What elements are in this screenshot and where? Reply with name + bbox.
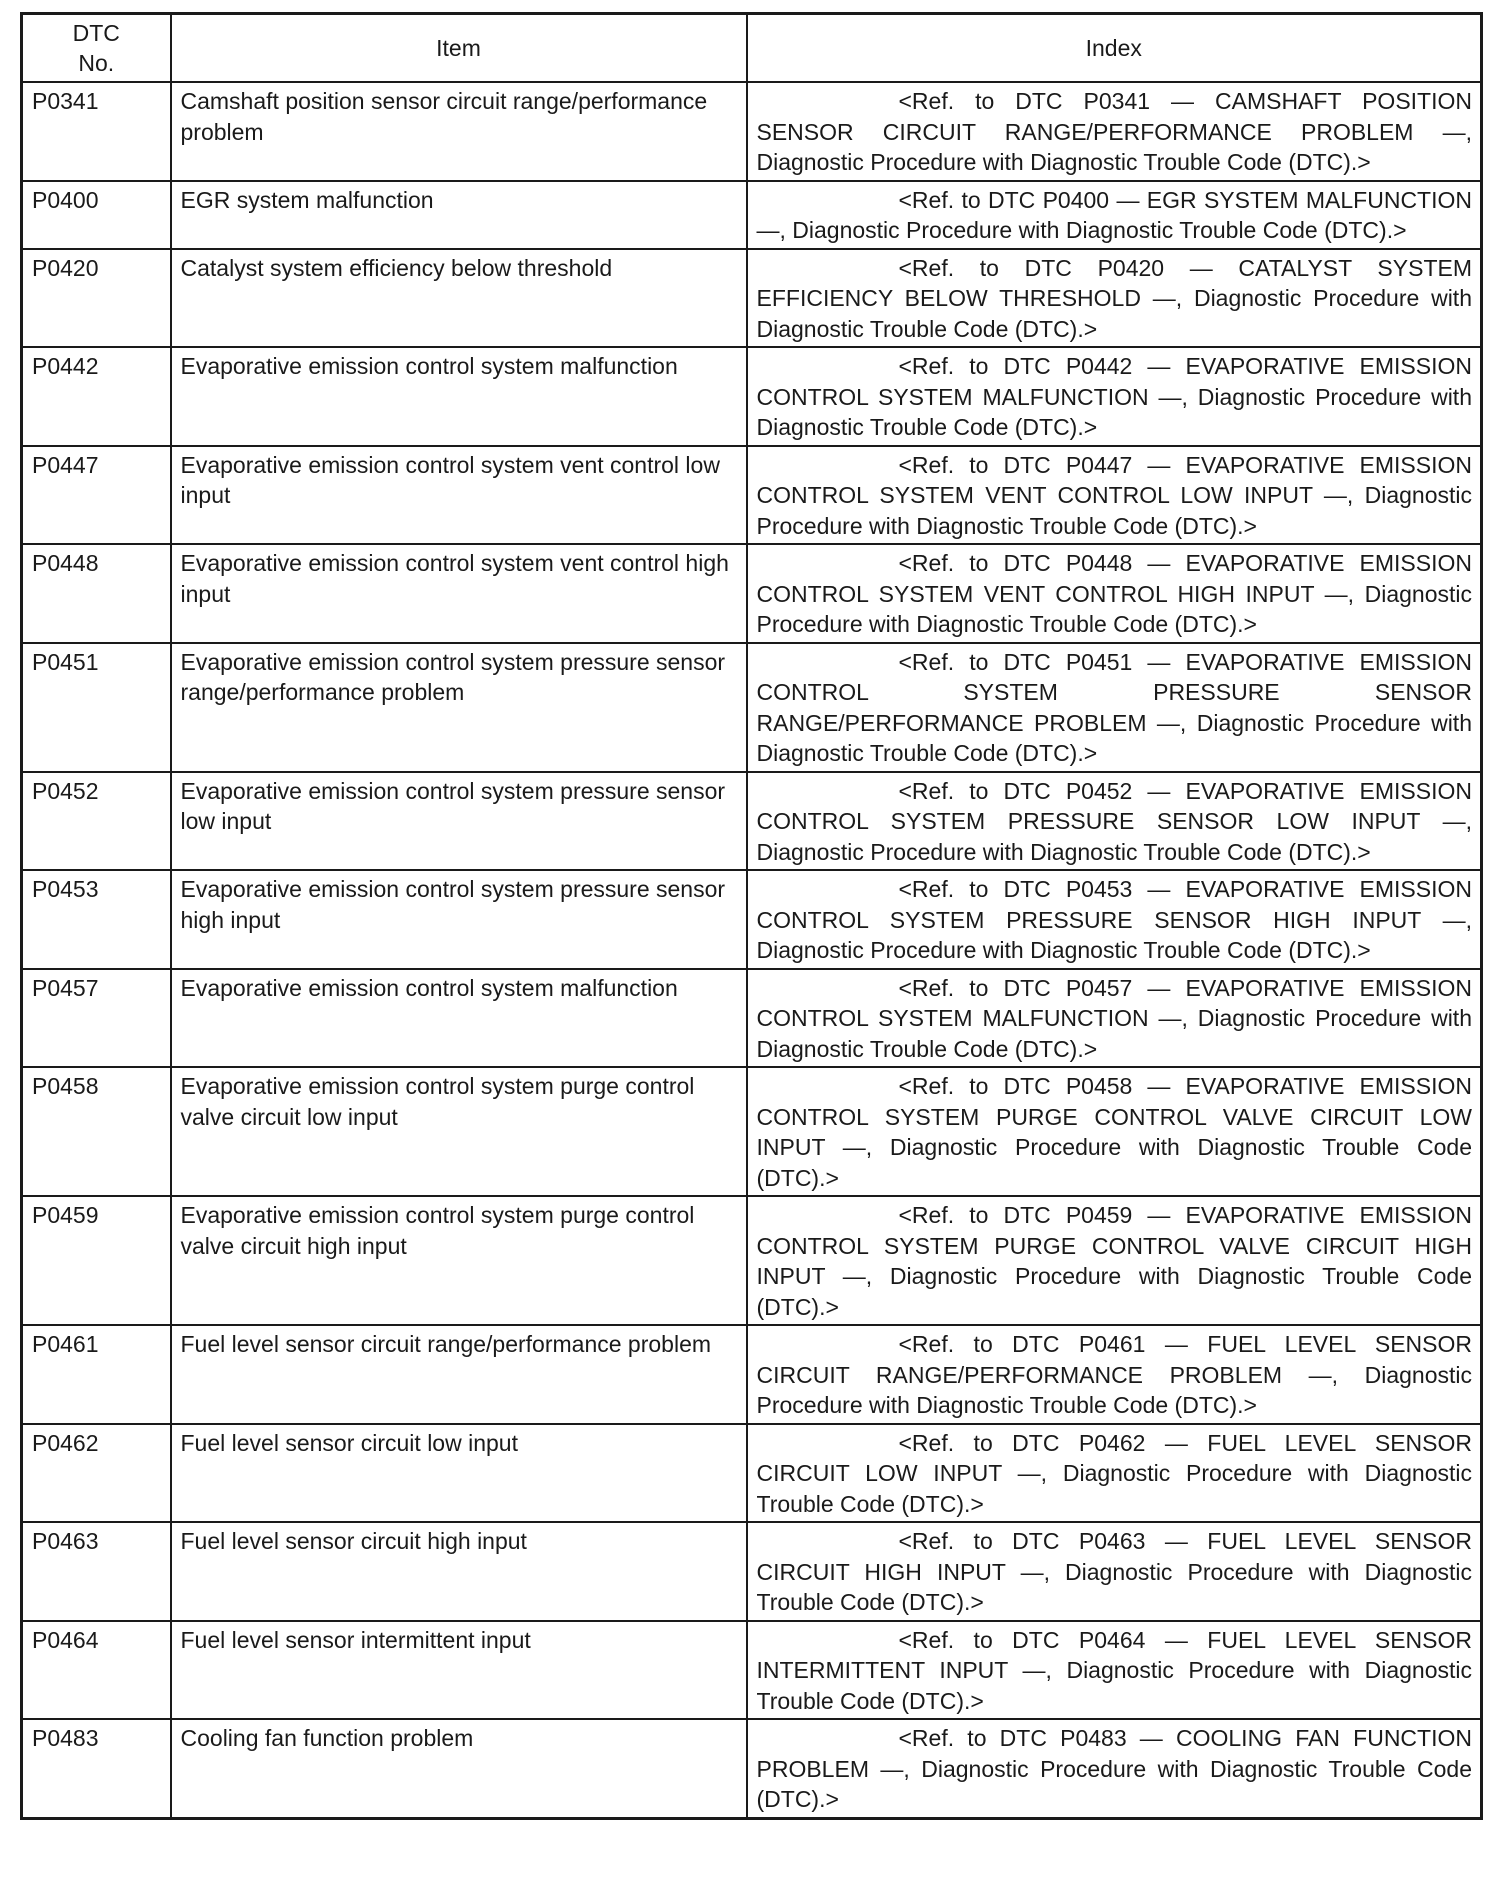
item-cell: Evaporative emission control system vent control low input (171, 446, 747, 545)
table-row (22, 969, 1482, 1068)
table-row (22, 1424, 1482, 1523)
index-cell (747, 1522, 1482, 1621)
dtc-code-cell: P0400 (22, 181, 171, 249)
index-reference: <Ref. to DTC P0400 — EGR SYSTEM MALFUNCTION —, Diagnostic Procedure with Diagnostic Trouble Code (DTC).> (756, 186, 1472, 243)
table-row (22, 82, 1482, 181)
table-row (22, 1621, 1482, 1720)
index-reference: <Ref. to DTC P0463 — FUEL LEVEL SENSOR CIRCUIT HIGH INPUT —, Diagnostic Procedure with Diagnostic Trouble Code (DTC).> (756, 1528, 1472, 1615)
item-cell: Evaporative emission control system malfunction (171, 969, 747, 1068)
index-reference: <Ref. to DTC P0483 — COOLING FAN FUNCTION PROBLEM —, Diagnostic Procedure with Diagnostic Trouble Code (DTC).> (756, 1725, 1472, 1812)
table-row (22, 1719, 1482, 1818)
dtc-code-cell: P0461 (22, 1325, 171, 1424)
index-reference: <Ref. to DTC P0341 — CAMSHAFT POSITION SENSOR CIRCUIT RANGE/PERFORMANCE PROBLEM —, Diagnostic Procedure with Diagnostic Trouble Code (DTC).> (756, 88, 1472, 175)
table-row (22, 772, 1482, 871)
table-row (22, 544, 1482, 643)
item-cell: Evaporative emission control system pressure sensor high input (171, 870, 747, 969)
table-header-row (22, 14, 1482, 83)
index-cell (747, 347, 1482, 446)
dtc-code-cell: P0464 (22, 1621, 171, 1720)
item-cell: Evaporative emission control system pressure sensor low input (171, 772, 747, 871)
table-row (22, 870, 1482, 969)
item-cell: Evaporative emission control system purge control valve circuit low input (171, 1067, 747, 1196)
index-cell (747, 181, 1482, 249)
table-row (22, 446, 1482, 545)
dtc-code-cell: P0457 (22, 969, 171, 1068)
dtc-code-cell: P0452 (22, 772, 171, 871)
dtc-code-cell: P0451 (22, 643, 171, 772)
dtc-code-cell: P0341 (22, 82, 171, 181)
index-reference: <Ref. to DTC P0458 — EVAPORATIVE EMISSION CONTROL SYSTEM PURGE CONTROL VALVE CIRCUIT LOW INPUT —, Diagnostic Procedure with Diagnostic Trouble Code (DTC).> (756, 1073, 1472, 1191)
item-cell: Fuel level sensor circuit range/performance problem (171, 1325, 747, 1424)
dtc-code-cell: P0483 (22, 1719, 171, 1818)
table-row (22, 643, 1482, 772)
dtc-code-cell: P0447 (22, 446, 171, 545)
item-cell: Camshaft position sensor circuit range/performance problem (171, 82, 747, 181)
item-cell: Evaporative emission control system purge control valve circuit high input (171, 1196, 747, 1325)
index-cell (747, 544, 1482, 643)
item-cell: EGR system malfunction (171, 181, 747, 249)
item-cell: Evaporative emission control system vent control high input (171, 544, 747, 643)
dtc-code-cell: P0453 (22, 870, 171, 969)
index-cell (747, 643, 1482, 772)
dtc-code-cell: P0420 (22, 249, 171, 348)
item-cell: Fuel level sensor circuit low input (171, 1424, 747, 1523)
index-reference: <Ref. to DTC P0452 — EVAPORATIVE EMISSION CONTROL SYSTEM PRESSURE SENSOR LOW INPUT —, Diagnostic Procedure with Diagnostic Trouble Code (DTC).> (756, 777, 1472, 865)
index-reference: <Ref. to DTC P0447 — EVAPORATIVE EMISSION CONTROL SYSTEM VENT CONTROL LOW INPUT —, Diagnostic Procedure with Diagnostic Trouble Code (DTC).> (756, 451, 1472, 539)
dtc-table (20, 12, 1483, 1820)
dtc-code-cell: P0442 (22, 347, 171, 446)
header-dtc-no (22, 14, 171, 83)
index-cell (747, 1067, 1482, 1196)
table-row (22, 1522, 1482, 1621)
index-cell (747, 446, 1482, 545)
index-cell (747, 1424, 1482, 1523)
dtc-code-cell: P0448 (22, 544, 171, 643)
index-cell (747, 969, 1482, 1068)
item-cell: Evaporative emission control system pressure sensor range/performance problem (171, 643, 747, 772)
index-cell (747, 249, 1482, 348)
index-reference: <Ref. to DTC P0459 — EVAPORATIVE EMISSION CONTROL SYSTEM PURGE CONTROL VALVE CIRCUIT HIGH INPUT —, Diagnostic Procedure with Diagnostic Trouble Code (DTC).> (756, 1202, 1472, 1320)
index-reference: <Ref. to DTC P0442 — EVAPORATIVE EMISSION CONTROL SYSTEM MALFUNCTION —, Diagnostic Procedure with Diagnostic Trouble Code (DTC).> (756, 353, 1472, 440)
index-reference: <Ref. to DTC P0448 — EVAPORATIVE EMISSION CONTROL SYSTEM VENT CONTROL HIGH INPUT —, Diagnostic Procedure with Diagnostic Trouble Code (DTC).> (756, 550, 1472, 637)
header-dtc-no-line1: DTC (72, 20, 120, 46)
index-cell (747, 772, 1482, 871)
item-cell: Fuel level sensor circuit high input (171, 1522, 747, 1621)
index-cell (747, 1621, 1482, 1720)
index-cell (747, 82, 1482, 181)
index-reference: <Ref. to DTC P0451 — EVAPORATIVE EMISSION CONTROL SYSTEM PRESSURE SENSOR RANGE/PERFORMANCE PROBLEM —, Diagnostic Procedure with Diagnostic Trouble Code (DTC).> (756, 648, 1472, 766)
document-page (20, 12, 1480, 1820)
index-reference: <Ref. to DTC P0461 — FUEL LEVEL SENSOR CIRCUIT RANGE/PERFORMANCE PROBLEM —, Diagnostic Procedure with Diagnostic Trouble Code (DTC).> (756, 1331, 1472, 1418)
index-cell (747, 870, 1482, 969)
dtc-code-cell: P0458 (22, 1067, 171, 1196)
item-cell: Catalyst system efficiency below threshold (171, 249, 747, 348)
index-reference: <Ref. to DTC P0457 — EVAPORATIVE EMISSION CONTROL SYSTEM MALFUNCTION —, Diagnostic Procedure with Diagnostic Trouble Code (DTC).> (756, 974, 1472, 1062)
table-row (22, 347, 1482, 446)
table-row (22, 1067, 1482, 1196)
table-row (22, 1196, 1482, 1325)
index-cell (747, 1325, 1482, 1424)
table-row (22, 249, 1482, 348)
index-reference: <Ref. to DTC P0420 — CATALYST SYSTEM EFFICIENCY BELOW THRESHOLD —, Diagnostic Procedure with Diagnostic Trouble Code (DTC).> (756, 254, 1472, 342)
index-reference: <Ref. to DTC P0464 — FUEL LEVEL SENSOR INTERMITTENT INPUT —, Diagnostic Procedure with Diagnostic Trouble Code (DTC).> (756, 1626, 1472, 1714)
item-cell: Evaporative emission control system malfunction (171, 347, 747, 446)
index-cell (747, 1719, 1482, 1818)
item-cell: Fuel level sensor intermittent input (171, 1621, 747, 1720)
table-row (22, 181, 1482, 249)
dtc-code-cell: P0459 (22, 1196, 171, 1325)
dtc-code-cell: P0463 (22, 1522, 171, 1621)
dtc-code-cell: P0462 (22, 1424, 171, 1523)
table-row (22, 1325, 1482, 1424)
index-cell (747, 1196, 1482, 1325)
header-dtc-no-line2: No. (78, 50, 115, 76)
header-item: Item (171, 14, 747, 83)
header-index: Index (747, 14, 1482, 83)
item-cell: Cooling fan function problem (171, 1719, 747, 1818)
index-reference: <Ref. to DTC P0453 — EVAPORATIVE EMISSION CONTROL SYSTEM PRESSURE SENSOR HIGH INPUT —, Diagnostic Procedure with Diagnostic Trouble Code (DTC).> (756, 876, 1472, 963)
index-reference: <Ref. to DTC P0462 — FUEL LEVEL SENSOR CIRCUIT LOW INPUT —, Diagnostic Procedure with Diagnostic Trouble Code (DTC).> (756, 1429, 1472, 1517)
